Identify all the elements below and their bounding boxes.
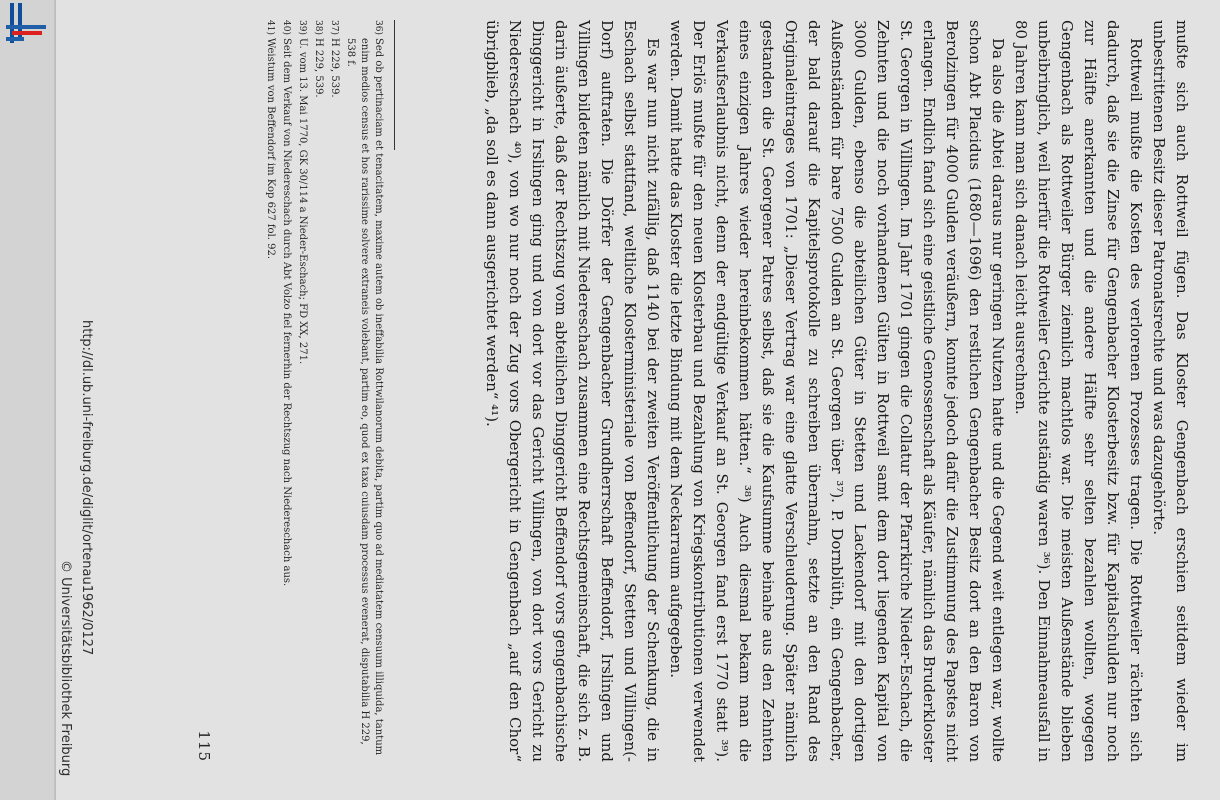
- footnote-36: [343, 20, 385, 762]
- paragraph-3: Da also die Abtei daraus nur geringen Nutzen hatte und die Gegend weit entlegen war, wollte schon Abt Placidus (1680—1696) den restlichen Gengenbacher Besitz dort an den Baron von Berolzingen für 4000 Gulden veräußern, konnte jedoch dafür die Zustimmung des Papstes nicht erlangen. Endlich fand sich eine geistliche Genossenschaft als Käufer, nämlich das Bruderkloster St. Georgen in Villingen. Im Jahr 1701 gingen die Collatur der Pfarrkirche Nieder-Eschach, die Zehnten und die noch vorhandenen Gülten in Rottweil samt dem dort liegenden Kapital von 3000 Gulden, ebenso die abteilichen Güter in Stetten und Lackendorf mit den dortigen Außenständen für bare 7500 Gulden an St. Georgen über ³⁷). P. Dornblüth, ein Gengenbacher, der bald darauf die Kapitelsprotokolle zu schreiben übernahm, setzte an den Rand des Originaleintrages von 1701: „Dieser Vertrag war eine glatte Verschleuderung. Später nämlich gestanden die St. Georgener Patres selbst, daß sie die Kaufsumme beinahe aus den Zehnten eines einzigen Jahres wieder hereinbekommen hätten.“ ³⁸) Auch diesmal bekam man die Verkaufserlaubnis nicht, denn der endgültige Verkauf an St. Georgen fand erst 1770 statt ³⁹). Der Erlös mußte für den neuen Klosterbau und Bezahlung von Kriegskontributionen verwendet werden. Damit hatte das Kloster die letzte Bindung mit dem Neckarraum aufgegeben.: [667, 20, 1007, 762]
- footnotes: [263, 20, 385, 762]
- footnote-divider: [394, 20, 395, 150]
- footnote-40: [279, 20, 293, 762]
- paragraph-2: Rottweil mußte die Kosten des verlorenen Prozesses tragen. Die Rottweiler rächten sich dadurch, daß sie die Zinse für Gengenbacher Klosterbesitz bzw. für Kapitalschulden nur noch zur Hälfte anerkannten und die andere Hälfte sehr selten bezahlen wollten, wogegen Gengenbach als Rottweiler Bürger ziemlich machtlos war. Die meisten Außenstände blieben unbeibringlich, weil hierfür die Rottweiler Gerichte zuständig waren ³⁶). Den Einnahmeausfall in 80 Jahren kann man sich danach leicht ausrechnen.: [1012, 20, 1145, 762]
- footnote-text: Sed ob pertinaciam et tenacitatem, maxime autem ob ineffabilia Rottwilanorum debita, partim quo ad mediatatem censuum illiquida, tantum enim medios census et hos rarissime solvere extraneis volebant, partim eo, quod ex taxa cuiusdam processus evenerat, disputabilia H 229, 538 f.: [345, 38, 384, 756]
- page-number: 115: [195, 730, 213, 762]
- viewer-left-rail: [0, 0, 54, 800]
- rotated-page-content: [173, 20, 1193, 780]
- footnote-number: 37): [329, 20, 339, 35]
- paragraph-4: Es war nun nicht zufällig, daß 1140 bei der zweiten Veröffentlichung der Schenkung, die in Eschach selbst stattfand, weltliche Klosterministeriale von Beffendorf, Stetten und Villingen(-Dorf) auftraten. Die Dörfer der Gengenbacher Grundherrschaft Beffendorf, Irslingen und Villingen bildeten nämlich mit Niedereschach zusammen eine Rechtsgemeinschaft, die sich z. B. darin äußerte, daß der Rechtszug vom abteilichen Dinggericht Beffendorf vors gengenbachische Dinggericht in Irslingen ging und von dort vor das Gericht Villingen, von dort vors Gericht zu Niedereschach ⁴⁰), von wo nur noch der Zug vors Obergericht in Gengenbach „auf den Chor“ übrigblieb, „da soll es dann ausgerichtet werden“ ⁴¹).: [483, 20, 662, 762]
- paragraph-1: mußte sich auch Rottweil fügen. Das Kloster Gengenbach erschien seitdem wieder im unbestrittenen Besitz dieser Patronatsrechte und was dazugehörte.: [1150, 20, 1191, 762]
- footnote-number: 39): [297, 20, 307, 35]
- footnote-41: [263, 20, 277, 762]
- footnote-text: H 229, 539.: [313, 38, 324, 98]
- footnote-number: 41): [265, 20, 275, 35]
- source-url[interactable]: http://dl.ub.uni-freiburg.de/diglit/ortenau1962/0127: [79, 320, 94, 656]
- body-text: [480, 20, 1193, 762]
- footnote-text: Seit dem Verkauf von Niedereschach durch Abt Volzo fiel fernerhin der Rechtszug nach Niedereschach aus.: [281, 38, 292, 587]
- footnote-number: 38): [313, 20, 323, 35]
- footnote-number: 40): [281, 20, 291, 35]
- copyright-notice: © Universitätsbibliothek Freiburg: [58, 560, 73, 777]
- footnote-38: [311, 20, 325, 762]
- logo-blue-bar-bottom: [6, 37, 24, 41]
- footnote-39: [295, 20, 309, 762]
- footnote-37: [327, 20, 341, 762]
- footnote-text: U. vom 13. Mai 1770, GK 30/114 a Nieder-Eschach; FD XX, 271.: [297, 38, 308, 365]
- scanned-page: [55, 0, 1220, 800]
- logo-blue-bar-top: [6, 25, 46, 29]
- footnote-text: H 229, 539.: [329, 38, 340, 98]
- logo-red-bar: [12, 31, 42, 35]
- footnote-number: 36): [373, 20, 383, 35]
- university-library-logo-icon: [6, 3, 46, 45]
- footnote-text: Weistum von Beffendorf im Kop 627 fol. 92.: [265, 38, 276, 260]
